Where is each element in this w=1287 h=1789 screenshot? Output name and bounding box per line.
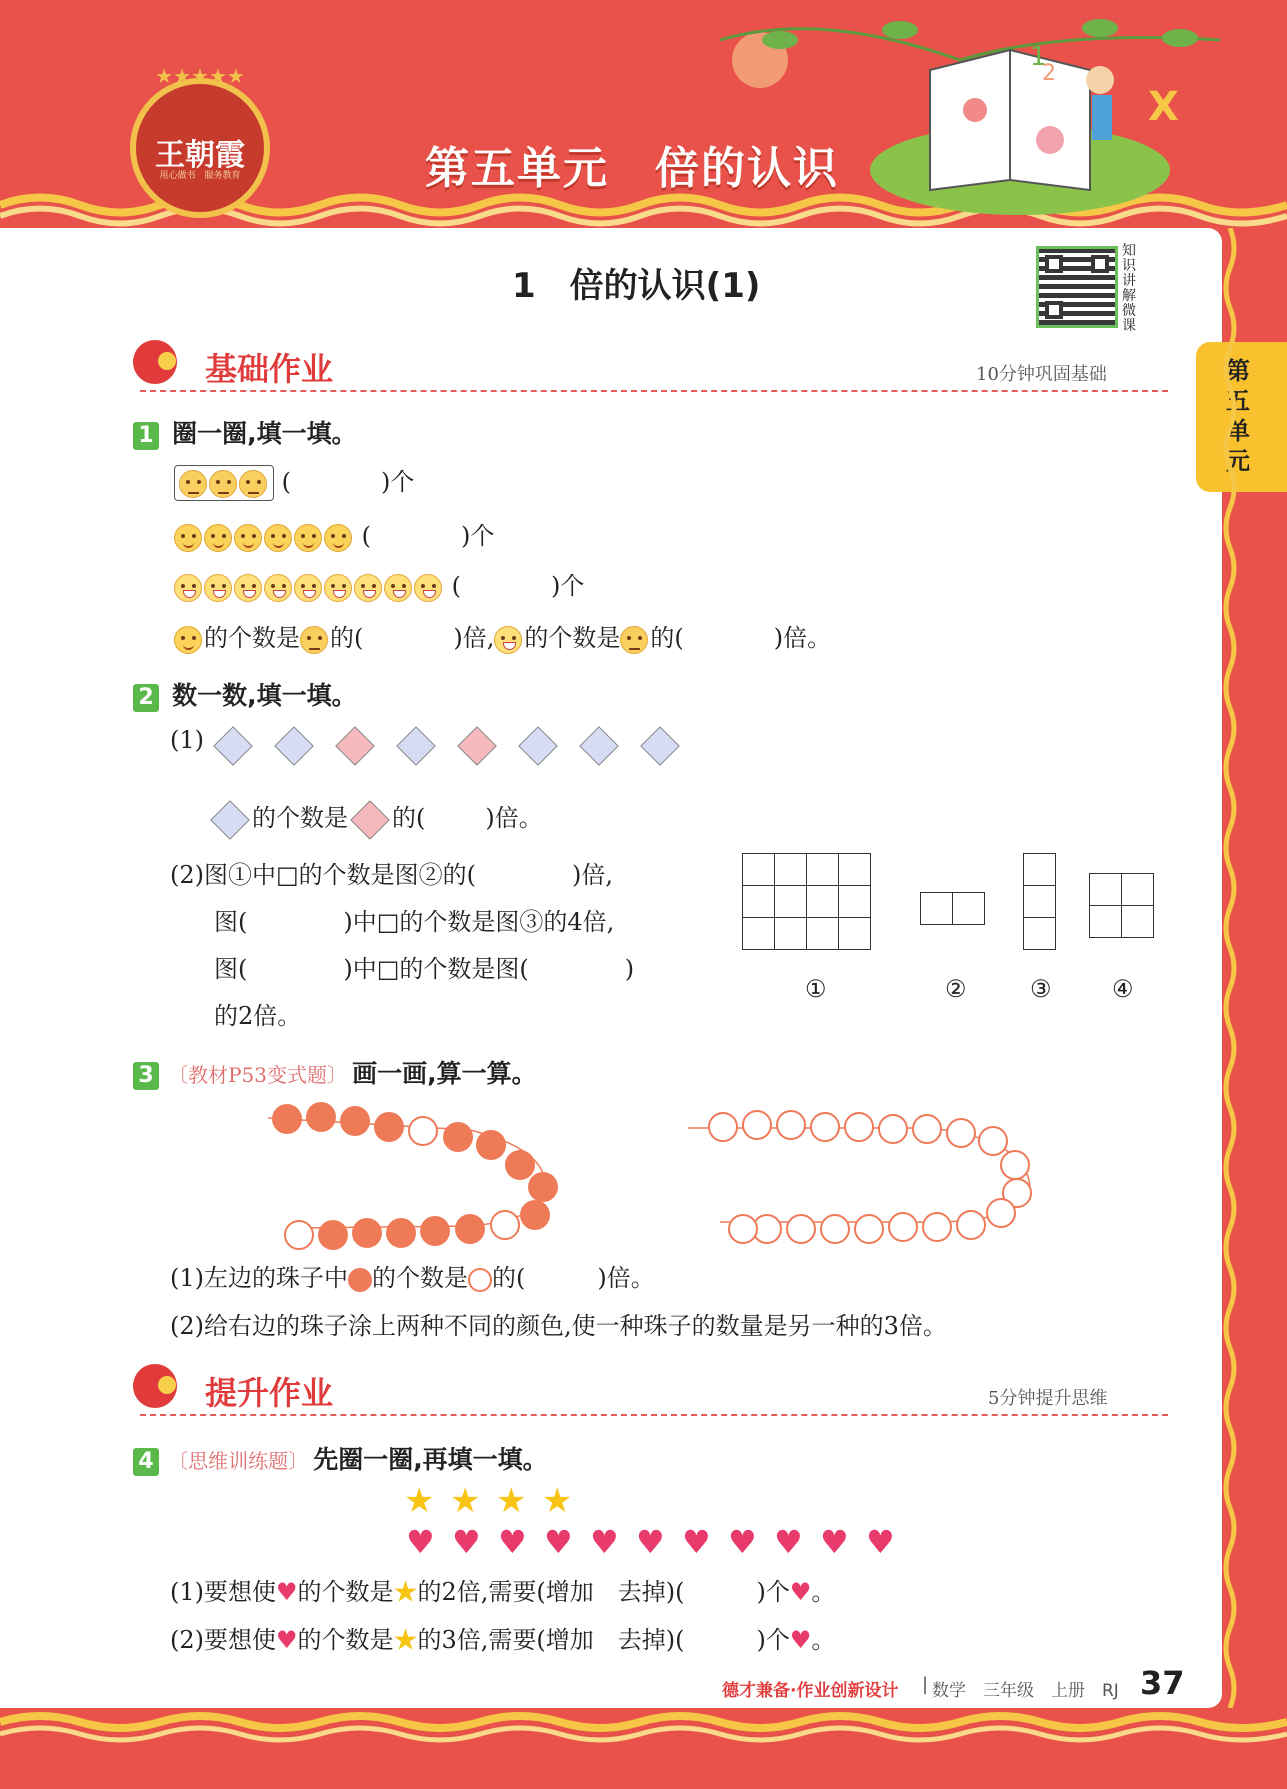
lesson-title: 1 倍的认识(1) xyxy=(512,266,761,306)
filled-bead xyxy=(306,1102,336,1132)
unit-title: 第五单元 倍的认识 xyxy=(425,143,839,194)
star-icon: ★ xyxy=(542,1481,573,1521)
empty-bead[interactable] xyxy=(922,1212,952,1242)
page-number: 37 xyxy=(1140,1664,1185,1702)
q3-number: 3 xyxy=(133,1062,159,1090)
q1-blank-1[interactable]: )个 xyxy=(381,468,415,496)
q2-part2-line2: 图( )中□的个数是图③的4倍, xyxy=(214,908,615,936)
star-icon: ★ xyxy=(393,1578,418,1606)
heart-icon: ♥ xyxy=(789,1578,812,1606)
heart-icon: ♥ xyxy=(498,1523,527,1561)
heart-icon: ♥ xyxy=(682,1523,711,1561)
empty-bead xyxy=(408,1116,438,1146)
q2-part2-line1: (2)图①中□的个数是图②的( )倍, xyxy=(170,861,614,889)
heart-icon: ♥ xyxy=(820,1523,849,1561)
section-basic-title: 基础作业 xyxy=(205,350,334,388)
q1-blank-2[interactable]: )个 xyxy=(461,522,495,550)
empty-bead xyxy=(490,1210,520,1240)
filled-bead xyxy=(505,1150,535,1180)
heart-icon: ♥ xyxy=(590,1523,619,1561)
empty-bead[interactable] xyxy=(978,1126,1008,1156)
logo-text: 王朝霞 xyxy=(155,138,245,173)
empty-bead-icon xyxy=(468,1268,492,1292)
filled-bead xyxy=(352,1218,382,1248)
empty-bead[interactable] xyxy=(820,1214,850,1244)
empty-bead[interactable] xyxy=(708,1112,738,1142)
filled-bead xyxy=(318,1220,348,1250)
star-icon: ★ xyxy=(496,1481,527,1521)
section-divider xyxy=(140,1414,1168,1416)
q2-part2-line3: 图( )中□的个数是图( ) xyxy=(214,955,635,983)
filled-bead xyxy=(528,1172,558,1202)
section-advanced-title: 提升作业 xyxy=(205,1374,334,1412)
filled-bead xyxy=(340,1106,370,1136)
heart-icon: ♥ xyxy=(544,1523,573,1561)
star-icon: ★ xyxy=(450,1481,481,1521)
heart-icon: ♥ xyxy=(276,1626,298,1654)
q4-number: 4 xyxy=(133,1448,159,1476)
q2-number: 2 xyxy=(133,684,159,712)
q1-question: 的个数是 的( )倍, 的个数是 的( )倍。 xyxy=(174,618,831,654)
footer-series: 德才兼备·作业创新设计 xyxy=(722,1681,899,1701)
q4-tag: 〔思维训练题〕 xyxy=(168,1449,309,1473)
q4-blank-1[interactable]: 的2倍,需要(增加 去掉)( )个 xyxy=(417,1578,790,1606)
empty-bead[interactable] xyxy=(776,1110,806,1140)
heart-icon: ♥ xyxy=(728,1523,757,1561)
footer-subject: 数学 三年级 上册 RJ xyxy=(932,1681,1119,1701)
q1-row-1: ( )个 xyxy=(174,462,414,501)
empty-bead[interactable] xyxy=(878,1114,908,1144)
q3-blank-1[interactable]: 的( )倍。 xyxy=(492,1264,655,1292)
empty-bead[interactable] xyxy=(728,1214,758,1244)
filled-bead xyxy=(386,1218,416,1248)
empty-bead[interactable] xyxy=(888,1212,918,1242)
q1-title: 圈一圈,填一填。 xyxy=(172,419,357,448)
figure-1-label: ① xyxy=(805,975,827,1003)
filled-bead xyxy=(420,1216,450,1246)
section-icon-dot xyxy=(158,1376,176,1394)
star-icon: ★ xyxy=(393,1626,418,1654)
filled-bead-icon xyxy=(348,1268,372,1292)
svg-text:X: X xyxy=(1148,84,1179,130)
q4-header xyxy=(133,1440,548,1476)
filled-bead xyxy=(476,1130,506,1160)
section-advanced-note: 5分钟提升思维 xyxy=(988,1388,1108,1409)
side-tab-label: 第五单元 xyxy=(1226,357,1250,475)
right-wave-decoration xyxy=(1222,228,1240,1708)
filled-bead xyxy=(443,1122,473,1152)
heart-icon: ♥ xyxy=(406,1523,435,1561)
logo-stars: ★★★★★ xyxy=(155,64,245,88)
star-icon: ★ xyxy=(404,1481,435,1521)
heart-icon: ♥ xyxy=(774,1523,803,1561)
figure-2-label: ② xyxy=(945,975,967,1003)
heart-icon: ♥ xyxy=(276,1578,298,1606)
empty-bead[interactable] xyxy=(956,1210,986,1240)
q4-part2: (2)要想使♥的个数是★的3倍,需要(增加 去掉)( )个♥。 xyxy=(170,1626,836,1654)
q2-part2-line4: 的2倍。 xyxy=(214,1002,302,1030)
empty-bead[interactable] xyxy=(786,1214,816,1244)
heart-icon: ♥ xyxy=(452,1523,481,1561)
footer-separator: | xyxy=(922,1674,929,1695)
filled-bead xyxy=(520,1200,550,1230)
logo-slogan: 用心做书 服务教育 xyxy=(159,171,241,181)
q3-tag: 〔教材P53变式题〕 xyxy=(168,1063,347,1087)
q4-blank-2[interactable]: 的3倍,需要(增加 去掉)( )个 xyxy=(417,1626,790,1654)
svg-text:2: 2 xyxy=(1042,61,1056,86)
figure-3-label: ③ xyxy=(1030,975,1052,1003)
q3-part2: (2)给右边的珠子涂上两种不同的颜色,使一种珠子的数量是另一种的3倍。 xyxy=(170,1312,947,1340)
empty-bead xyxy=(284,1220,314,1250)
filled-bead xyxy=(455,1214,485,1244)
qr-caption: 知识讲解微课 xyxy=(1122,243,1136,334)
empty-bead[interactable] xyxy=(810,1112,840,1142)
heart-icon: ♥ xyxy=(789,1626,812,1654)
heart-icon: ♥ xyxy=(636,1523,665,1561)
empty-bead[interactable] xyxy=(742,1110,772,1140)
filled-bead xyxy=(374,1112,404,1142)
figure-4-label: ④ xyxy=(1112,975,1134,1003)
q3-title: 画一画,算一算。 xyxy=(352,1059,537,1088)
q1-blank-3[interactable]: )个 xyxy=(551,572,585,600)
empty-bead[interactable] xyxy=(986,1198,1016,1228)
q2-part1-question: 的个数是 的( )倍。 xyxy=(216,798,543,834)
empty-bead[interactable] xyxy=(844,1112,874,1142)
q4-part1: (1)要想使♥的个数是★的2倍,需要(增加 去掉)( )个♥。 xyxy=(170,1578,836,1606)
empty-bead[interactable] xyxy=(912,1114,942,1144)
q1-number: 1 xyxy=(133,422,159,450)
empty-bead[interactable] xyxy=(1000,1150,1030,1180)
q1-row-3: ( )个 xyxy=(174,566,584,602)
q1-row-2: ( )个 xyxy=(174,516,494,552)
q3-part1: (1)左边的珠子中 的个数是 的( )倍。 xyxy=(170,1264,655,1292)
q2-title: 数一数,填一填。 xyxy=(172,681,357,710)
empty-bead[interactable] xyxy=(854,1214,884,1244)
svg-text:1: 1 xyxy=(1030,42,1047,72)
filled-bead xyxy=(272,1104,302,1134)
empty-bead[interactable] xyxy=(946,1118,976,1148)
section-basic-note: 10分钟巩固基础 xyxy=(976,364,1107,385)
q2-part1-label: (1) xyxy=(170,726,204,754)
heart-icon: ♥ xyxy=(866,1523,895,1561)
q4-title: 先圈一圈,再填一填。 xyxy=(313,1445,548,1474)
bottom-wave-decoration xyxy=(0,1710,1287,1789)
